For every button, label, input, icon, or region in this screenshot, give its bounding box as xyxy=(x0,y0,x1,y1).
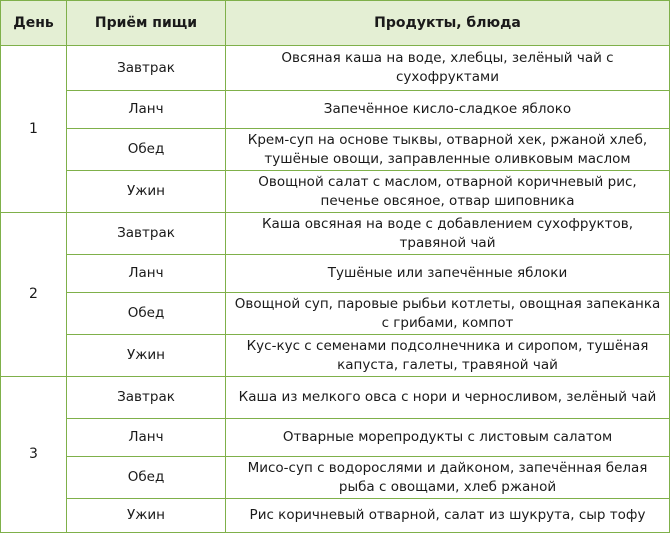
food-cell: Отварные морепродукты с листовым салатом xyxy=(226,419,670,457)
column-header-day: День xyxy=(1,1,67,46)
table-row xyxy=(1,255,670,293)
table-header-row xyxy=(1,1,670,46)
meal-cell: Ланч xyxy=(67,255,226,293)
meal-cell: Завтрак xyxy=(67,213,226,255)
day-number: 2 xyxy=(1,213,67,377)
food-cell: Овощной суп, паровые рыбьи котлеты, овощная запеканка с грибами, компот xyxy=(226,293,670,335)
table-row xyxy=(1,335,670,377)
meal-cell: Ужин xyxy=(67,335,226,377)
table-row xyxy=(1,457,670,499)
table-row xyxy=(1,129,670,171)
food-cell: Рис коричневый отварной, салат из шукрута, сыр тофу xyxy=(226,499,670,533)
meal-cell: Завтрак xyxy=(67,46,226,91)
food-cell: Овощной салат с маслом, отварной коричневый рис, печенье овсяное, отвар шиповника xyxy=(226,171,670,213)
food-cell: Каша овсяная на воде с добавлением сухофруктов, травяной чай xyxy=(226,213,670,255)
column-header-meal: Приём пищи xyxy=(67,1,226,46)
food-cell: Мисо-суп с водорослями и дайконом, запечённая белая рыба с овощами, хлеб ржаной xyxy=(226,457,670,499)
table-row xyxy=(1,377,670,419)
food-cell: Крем-суп на основе тыквы, отварной хек, ржаной хлеб, тушёные овощи, заправленные оливковым маслом xyxy=(226,129,670,171)
meal-cell: Ланч xyxy=(67,91,226,129)
food-cell: Овсяная каша на воде, хлебцы, зелёный чай с сухофруктами xyxy=(226,46,670,91)
day-number: 1 xyxy=(1,46,67,213)
table-row xyxy=(1,171,670,213)
food-cell: Кус-кус с семенами подсолнечника и сиропом, тушёная капуста, галеты, травяной чай xyxy=(226,335,670,377)
food-cell: Тушёные или запечённые яблоки xyxy=(226,255,670,293)
meal-cell: Ланч xyxy=(67,419,226,457)
table-row xyxy=(1,293,670,335)
meal-cell: Обед xyxy=(67,293,226,335)
table-row xyxy=(1,499,670,533)
table-row xyxy=(1,419,670,457)
day-number: 3 xyxy=(1,377,67,533)
meal-cell: Завтрак xyxy=(67,377,226,419)
meal-cell: Ужин xyxy=(67,499,226,533)
food-cell: Запечённое кисло-сладкое яблоко xyxy=(226,91,670,129)
meal-cell: Ужин xyxy=(67,171,226,213)
meal-cell: Обед xyxy=(67,457,226,499)
table-row xyxy=(1,46,670,91)
table-row xyxy=(1,213,670,255)
column-header-food: Продукты, блюда xyxy=(226,1,670,46)
table-row xyxy=(1,91,670,129)
meal-cell: Обед xyxy=(67,129,226,171)
food-cell: Каша из мелкого овса с нори и черносливом, зелёный чай xyxy=(226,377,670,419)
